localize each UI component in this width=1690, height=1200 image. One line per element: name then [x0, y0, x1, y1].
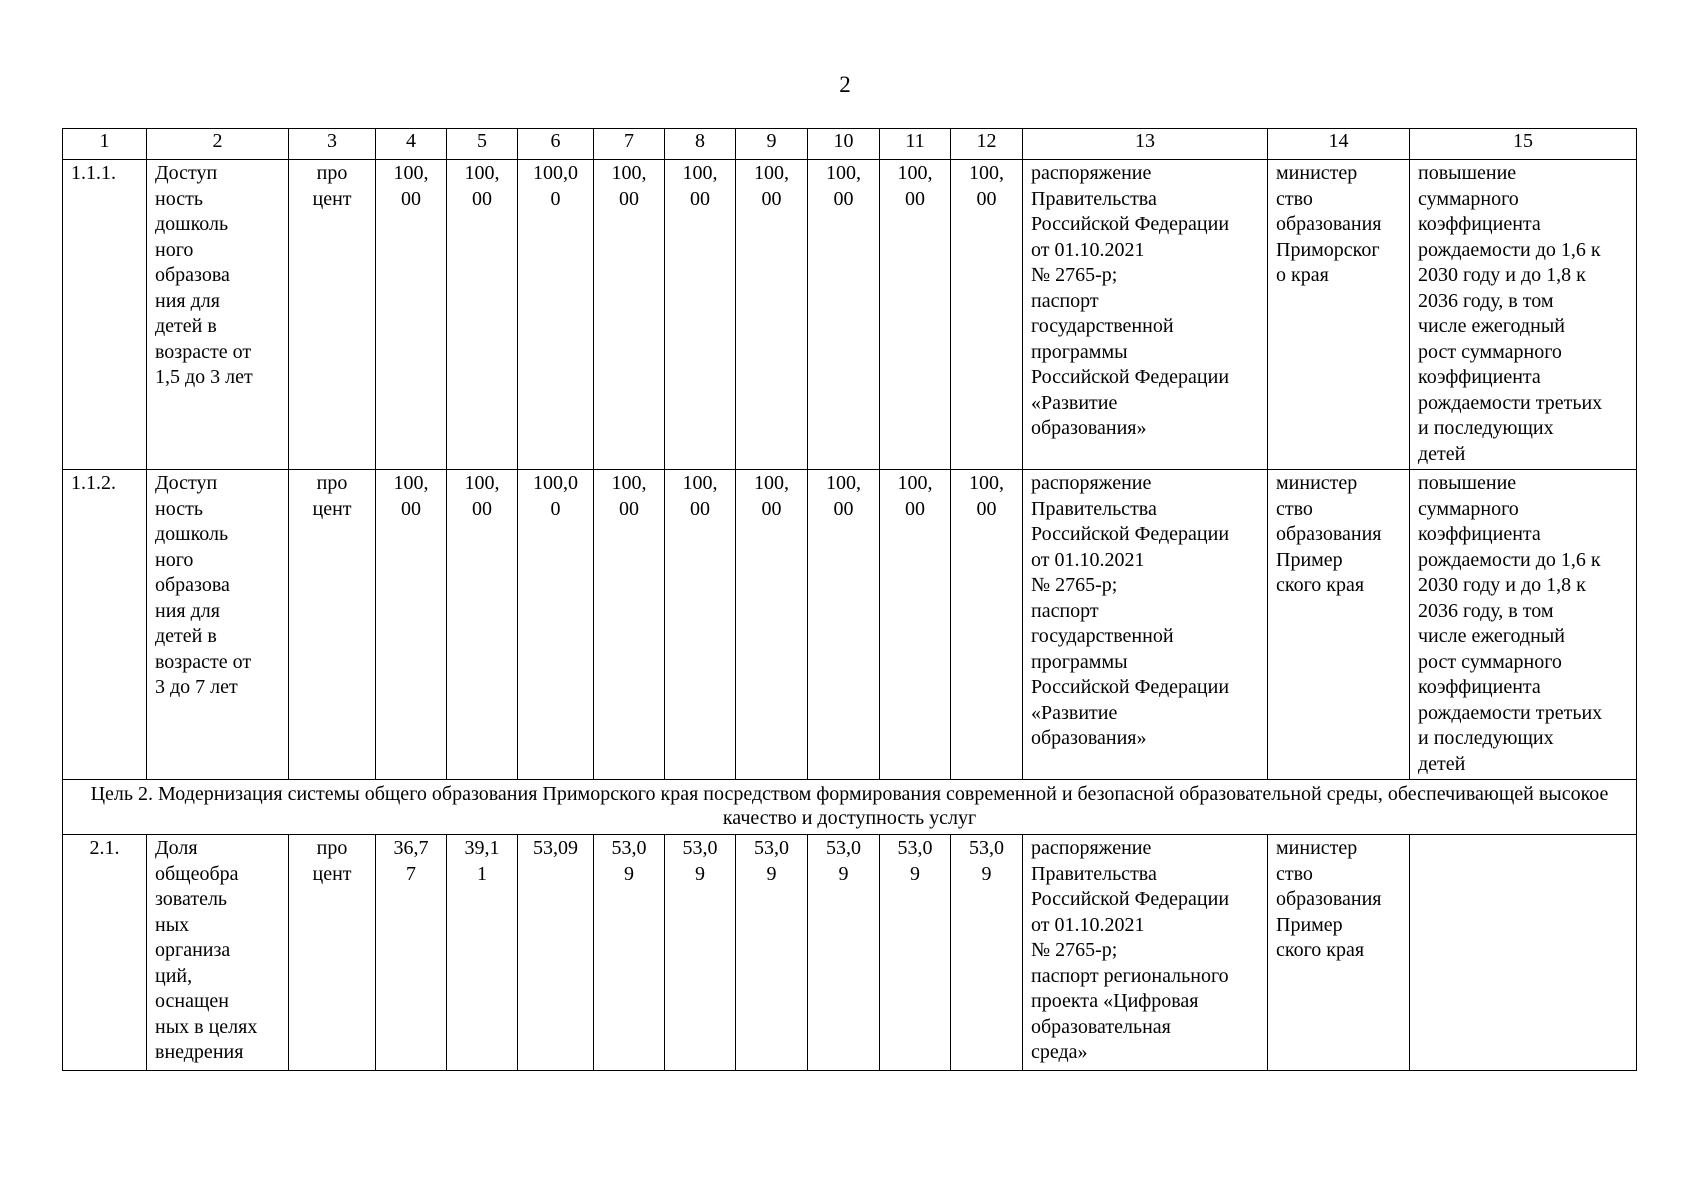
responsible-cell: министер ство образования Пример ского края: [1268, 835, 1410, 1071]
value-cell: 100, 00: [880, 470, 951, 780]
value-cell: 100, 00: [808, 160, 880, 470]
row-number: 2.1.: [63, 835, 147, 1071]
value-cell: 53,0 9: [951, 835, 1023, 1071]
header-cell: 8: [665, 129, 736, 160]
value-cell: 100, 00: [880, 160, 951, 470]
header-cell: 7: [594, 129, 665, 160]
indicators-table: [62, 128, 1637, 1071]
header-cell: 4: [376, 129, 447, 160]
value-cell: 100, 00: [736, 160, 808, 470]
note-cell: [1410, 835, 1637, 1071]
row-number: 1.1.1.: [63, 160, 147, 470]
header-cell: 6: [518, 129, 594, 160]
row-number: 1.1.2.: [63, 470, 147, 780]
value-cell: 53,0 9: [665, 835, 736, 1071]
value-cell: 100, 00: [594, 160, 665, 470]
value-cell: 100, 00: [594, 470, 665, 780]
value-cell: 100, 00: [376, 470, 447, 780]
unit-cell: про цент: [289, 835, 376, 1071]
header-cell: 5: [447, 129, 518, 160]
value-cell: 100,0 0: [518, 470, 594, 780]
unit-cell: про цент: [289, 160, 376, 470]
value-cell: 100,0 0: [518, 160, 594, 470]
header-cell: 9: [736, 129, 808, 160]
value-cell: 100, 00: [951, 470, 1023, 780]
header-cell: 15: [1410, 129, 1637, 160]
note-cell: повышение суммарного коэффициента рождаемости до 1,6 к 2030 году и до 1,8 к 2036 году, в том числе ежегодный рост суммарного коэффициента рождаемости третьих и последующих детей: [1410, 470, 1637, 780]
value-cell: 100, 00: [736, 470, 808, 780]
value-cell: 53,09: [518, 835, 594, 1071]
value-cell: 53,0 9: [880, 835, 951, 1071]
note-cell: повышение суммарного коэффициента рождаемости до 1,6 к 2030 году и до 1,8 к 2036 году, в том числе ежегодный рост суммарного коэффициента рождаемости третьих и последующих детей: [1410, 160, 1637, 470]
header-cell: 10: [808, 129, 880, 160]
table-row: [63, 835, 1637, 1071]
goal-text: Цель 2. Модернизация системы общего образования Приморского края посредством формирования современной и безопасной образовательной среды, обеспечивающей высокое качество и доступность услуг: [63, 780, 1637, 835]
value-cell: 100, 00: [447, 470, 518, 780]
table-row: [63, 470, 1637, 780]
responsible-cell: министер ство образования Пример ского края: [1268, 470, 1410, 780]
unit-cell: про цент: [289, 470, 376, 780]
value-cell: 53,0 9: [594, 835, 665, 1071]
value-cell: 39,1 1: [447, 835, 518, 1071]
value-cell: 100, 00: [376, 160, 447, 470]
header-cell: 3: [289, 129, 376, 160]
value-cell: 100, 00: [808, 470, 880, 780]
document-cell: распоряжение Правительства Российской Федерации от 01.10.2021 № 2765-р; паспорт государственной программы Российской Федерации «Развитие образования»: [1023, 160, 1268, 470]
header-cell: 14: [1268, 129, 1410, 160]
document-cell: распоряжение Правительства Российской Федерации от 01.10.2021 № 2765-р; паспорт регионального проекта «Цифровая образовательная среда»: [1023, 835, 1268, 1071]
header-cell: 12: [951, 129, 1023, 160]
value-cell: 100, 00: [951, 160, 1023, 470]
indicator-name: Доля общеобра зователь ных организа ций, оснащен ных в целях внедрения: [147, 835, 289, 1071]
value-cell: 100, 00: [665, 160, 736, 470]
value-cell: 100, 00: [447, 160, 518, 470]
page-number: 2: [839, 72, 851, 97]
value-cell: 36,7 7: [376, 835, 447, 1071]
indicator-name: Доступ ность дошколь ного образова ния для детей в возрасте от 3 до 7 лет: [147, 470, 289, 780]
value-cell: 100, 00: [665, 470, 736, 780]
header-cell: 2: [147, 129, 289, 160]
header-row: [63, 129, 1637, 160]
document-cell: распоряжение Правительства Российской Федерации от 01.10.2021 № 2765-р; паспорт государственной программы Российской Федерации «Развитие образования»: [1023, 470, 1268, 780]
responsible-cell: министер ство образования Приморског о края: [1268, 160, 1410, 470]
goal-row: [63, 780, 1637, 835]
header-cell: 13: [1023, 129, 1268, 160]
value-cell: 53,0 9: [736, 835, 808, 1071]
header-cell: 1: [63, 129, 147, 160]
table-row: [63, 160, 1637, 470]
header-cell: 11: [880, 129, 951, 160]
value-cell: 53,0 9: [808, 835, 880, 1071]
indicator-name: Доступ ность дошколь ного образова ния для детей в возрасте от 1,5 до 3 лет: [147, 160, 289, 470]
